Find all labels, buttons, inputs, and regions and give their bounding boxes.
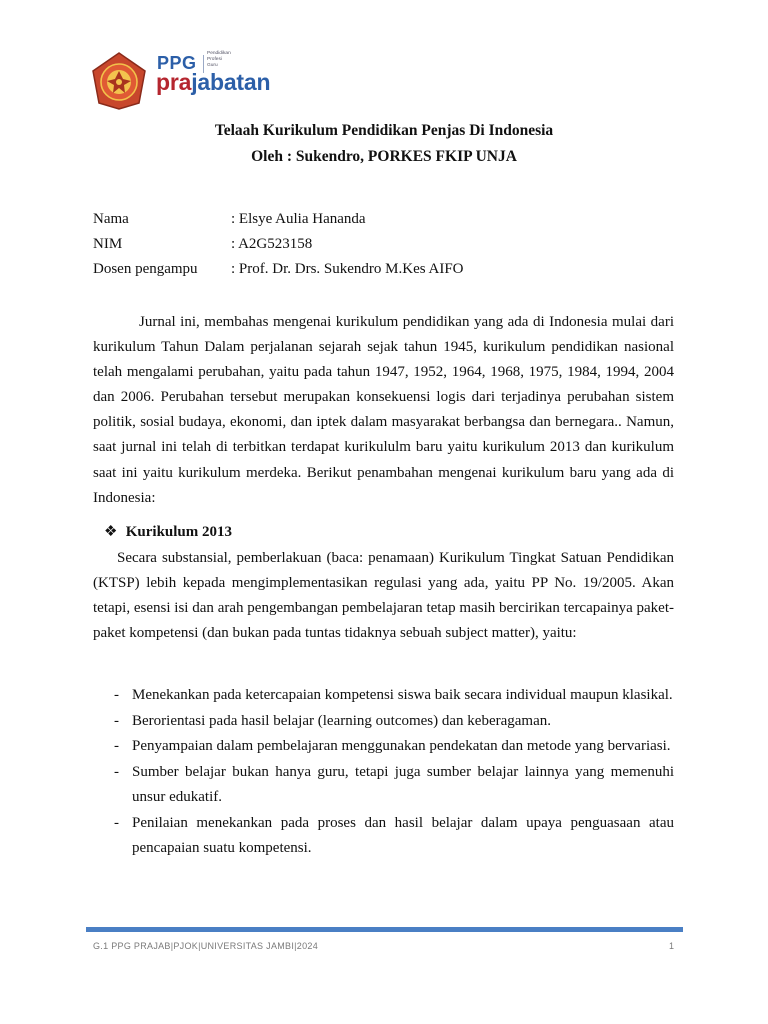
list-item-text: Penilaian menekankan pada proses dan hasil belajar dalam upaya penguasaan atau pencapaian suatu kompetensi. (132, 814, 674, 856)
section-heading-text: Kurikulum 2013 (125, 524, 233, 540)
bullet-list (114, 683, 674, 862)
identity-value: : Elsye Aulia Hananda (231, 211, 366, 227)
identity-label: Nama (93, 211, 129, 227)
identity-value: : Prof. Dr. Drs. Sukendro M.Kes AIFO (231, 261, 464, 277)
diamond-bullet-icon: ❖ (104, 524, 118, 540)
footer-text: G.1 PPG PRAJAB|PJOK|UNIVERSITAS JAMBI|2024 (93, 941, 319, 951)
logo-small-text (207, 51, 231, 69)
section-paragraph: Secara substansial, pemberlakuan (baca: penamaan) Kurikulum Tingkat Satuan Pendidikan (KTSP) lebih kepada mengimplementasikan regulasi yang ada, yaitu PP No. 19/2005. Akan tetapi, esensi isi dan arah pengembangan pembelajaran tetap masih bercirikan tercapainya paket-paket kompetensi (dan bukan pada tuntas tidaknya sebuah subject matter), yaitu: (93, 550, 674, 642)
list-item: - Berorientasi pada hasil belajar (learning outcomes) dan keberagaman. (114, 712, 551, 729)
list-item: - Sumber belajar bukan hanya guru, tetapi juga sumber belajar lainnya yang memenuhi unsur edukatif. (114, 763, 674, 805)
list-item-text: Berorientasi pada hasil belajar (learning outcomes) dan keberagaman. (132, 712, 551, 729)
footer-divider (86, 927, 683, 932)
logo-small-line: Guru (207, 63, 218, 68)
intro-paragraph: Jurnal ini, membahas mengenai kurikulum pendidikan yang ada di Indonesia mulai dari kurikulum Tahun Dalam perjalanan sejarah sejak tahun 1945, kurikulum pendidikan nasional telah mengalami perubahan, yaitu pada tahun 1947, 1952, 1964, 1968, 1975, 1984, 1994, 2004 dan 2006. Perubahan tersebut merupakan konsekuensi logis dari terjadinya perubahan sistem politik, sosial budaya, ekonomi, dan iptek dalam masyarakat berbangsa dan bernegara.. Namun, saat jurnal ini telah di terbitkan terdapat kurikululm baru yaitu kurikulum 2013 dan kurikulum saat ini yaitu kurikulum merdeka. Berikut penambahan mengenai kurikulum baru yang ada di Indonesia: (93, 314, 674, 506)
logo-small-line: Profesi (207, 57, 222, 62)
list-item-text: Menekankan pada ketercapaian kompetensi siswa baik secara individual maupun klasikal. (132, 687, 673, 703)
university-seal-icon (91, 51, 147, 111)
section-heading (104, 522, 232, 541)
page-number: 1 (669, 941, 675, 951)
document-author-line: Oleh : Sukendro, PORKES FKIP UNJA (251, 148, 517, 165)
list-item: - Penyampaian dalam pembelajaran menggunakan pendekatan dan metode yang bervariasi. (114, 738, 671, 754)
logo-small-line: Pendidikan (207, 51, 231, 56)
identity-value: : A2G523158 (231, 236, 313, 252)
identity-label: NIM (93, 236, 123, 252)
document-title: Telaah Kurikulum Pendidikan Penjas Di Indonesia (214, 122, 554, 139)
logo-pra: pra (156, 69, 192, 95)
logo-prajabatan-text (156, 69, 270, 96)
list-item: - Penilaian menekankan pada proses dan hasil belajar dalam upaya penguasaan atau pencapaian suatu kompetensi. (114, 814, 674, 856)
identity-label: Dosen pengampu (93, 261, 198, 277)
list-item-text: Sumber belajar bukan hanya guru, tetapi juga sumber belajar lainnya yang memenuhi unsur edukatif. (132, 763, 674, 805)
logo-jabatan: jabatan (191, 69, 271, 95)
list-item-text: Penyampaian dalam pembelajaran menggunakan pendekatan dan metode yang bervariasi. (132, 738, 671, 754)
ppg-prajabatan-logo (91, 47, 291, 117)
logo-ppg-text: PPG (157, 53, 197, 73)
list-item: - Menekankan pada ketercapaian kompetensi siswa baik secara individual maupun klasikal. (114, 687, 673, 703)
